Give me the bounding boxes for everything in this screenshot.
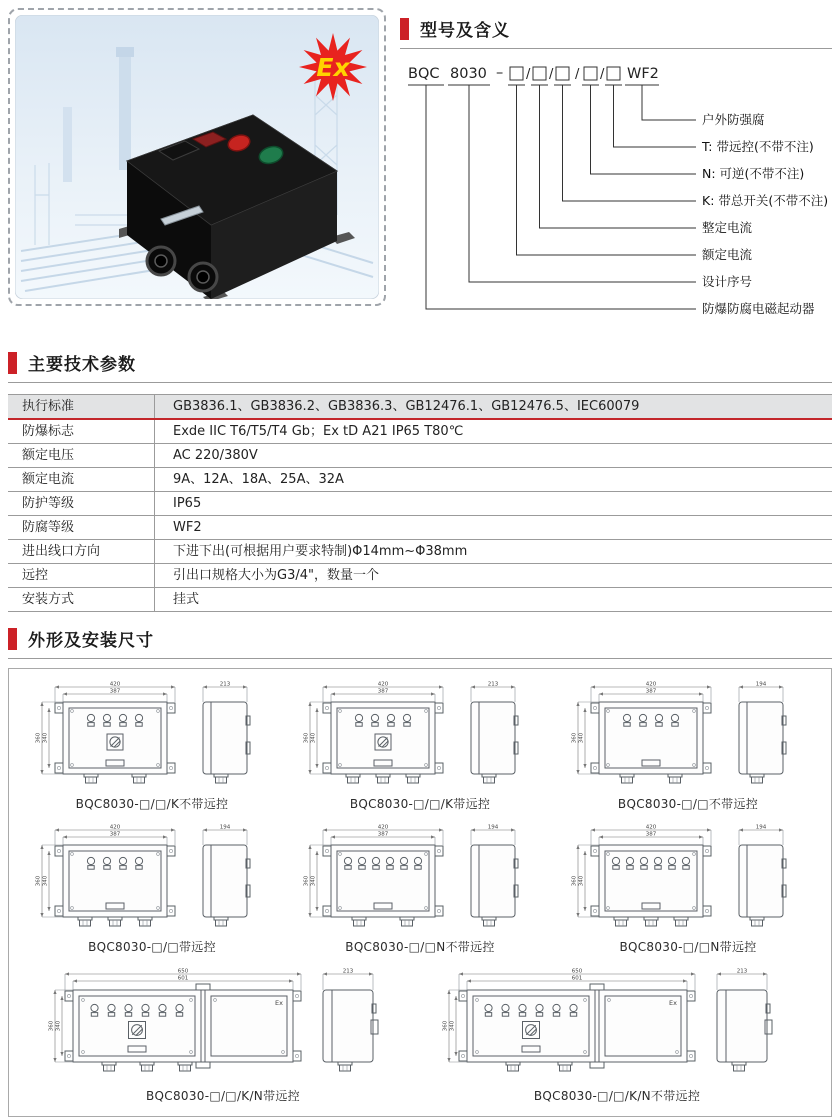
- drawing-caption: BQC8030-□/□/K不带远控: [75, 797, 229, 811]
- dimension-label: 650: [571, 968, 583, 975]
- drawing-caption: BQC8030-□/□N带远控: [619, 940, 757, 954]
- model-section: [400, 16, 832, 320]
- param-value: 挂式: [173, 592, 200, 607]
- model-code-box: [584, 67, 597, 80]
- dimension-drawing: [563, 678, 813, 790]
- dimension-label: 420: [109, 824, 121, 831]
- param-value: 引出口规格大小为G3/4"，数量一个: [173, 568, 379, 583]
- drawing-caption: BQC8030-□/□/K/N带远控: [146, 1089, 300, 1103]
- model-code-suffix: WF2: [627, 66, 659, 82]
- dimension-label: 194: [487, 824, 499, 831]
- dimension-label: 340: [578, 875, 585, 887]
- drawing-caption: BQC8030-□/□不带远控: [617, 797, 759, 811]
- dimension-drawing: [27, 678, 277, 790]
- model-label: K: 带总开关(不带不注): [702, 193, 829, 208]
- dimension-label: 420: [109, 681, 121, 688]
- param-row: [8, 564, 832, 588]
- dims-section: [8, 626, 832, 1117]
- drawing-unit-5: [563, 821, 813, 955]
- section-title: 外形及安装尺寸: [28, 631, 154, 651]
- dimension-drawing: [563, 821, 813, 933]
- drawing-unit-3: [27, 821, 277, 955]
- dimension-label: 360: [48, 1020, 55, 1032]
- drawings-row: [9, 678, 831, 812]
- model-label: 额定电流: [702, 247, 753, 262]
- params-table: [8, 394, 832, 612]
- param-row: [8, 588, 832, 612]
- section-title: 主要技术参数: [28, 355, 136, 375]
- dimension-label: 360: [303, 732, 310, 744]
- dimension-label: 360: [571, 732, 578, 744]
- param-row: [8, 468, 832, 492]
- model-code-slash: /: [575, 67, 580, 82]
- ex-marking: Ex: [669, 999, 677, 1007]
- param-label: 额定电流: [8, 468, 155, 491]
- model-label: T: 带远控(不带不注): [702, 139, 814, 154]
- param-row: [8, 516, 832, 540]
- dimension-drawing: [43, 964, 403, 1082]
- drawing-caption: BQC8030-□/□/K/N不带远控: [533, 1089, 701, 1103]
- dimension-label: 387: [645, 831, 657, 838]
- params-section-header: [8, 350, 832, 383]
- param-row: [8, 540, 832, 564]
- param-label: 执行标准: [8, 395, 155, 418]
- dimension-label: 601: [177, 975, 189, 982]
- param-label: 额定电压: [8, 444, 155, 467]
- param-value: GB3836.1、GB3836.2、GB3836.3、GB12476.1、GB12476.5、IEC60079: [173, 399, 640, 414]
- dimension-label: 387: [377, 831, 389, 838]
- dimension-drawing: [437, 964, 797, 1082]
- model-label: 户外防强腐: [702, 112, 765, 127]
- model-diagram: [400, 58, 832, 320]
- param-label: 远控: [8, 564, 155, 587]
- dimension-label: 650: [177, 968, 189, 975]
- dimension-label: 213: [487, 681, 499, 688]
- dimension-label: 420: [645, 681, 657, 688]
- drawing-unit-4: [295, 821, 545, 955]
- param-label: 进出线口方向: [8, 540, 155, 563]
- dimension-label: 340: [578, 732, 585, 744]
- param-row: [8, 444, 832, 468]
- param-value: WF2: [173, 520, 202, 535]
- model-code-dash: –: [496, 65, 504, 81]
- dimension-label: 340: [42, 875, 49, 887]
- dimension-label: 360: [35, 875, 42, 887]
- drawing-unit-1: [295, 678, 545, 812]
- dimension-label: 213: [342, 968, 354, 975]
- model-code-slash: /: [600, 67, 605, 82]
- drawing-unit-6: [43, 964, 403, 1104]
- param-label: 防护等级: [8, 492, 155, 515]
- model-code-slash: /: [526, 67, 531, 82]
- param-value: Exde IIC T6/T5/T4 Gb；Ex tD A21 IP65 T80℃: [173, 424, 464, 439]
- dimension-label: 340: [310, 732, 317, 744]
- dimension-label: 340: [42, 732, 49, 744]
- model-label: N: 可逆(不带不注): [702, 166, 805, 181]
- model-callout-lines: [426, 85, 696, 309]
- model-label: 防爆防腐电磁起动器: [702, 301, 815, 316]
- param-label: 防爆标志: [8, 420, 155, 443]
- param-value: AC 220/380V: [173, 448, 258, 463]
- dimension-label: 360: [571, 875, 578, 887]
- dimension-label: 194: [755, 681, 767, 688]
- dimension-label: 194: [219, 824, 231, 831]
- model-code-box: [510, 67, 523, 80]
- dimension-label: 213: [736, 968, 748, 975]
- model-code-box: [607, 67, 620, 80]
- param-value: 9A、12A、18A、25A、32A: [173, 472, 344, 487]
- drawing-unit-7: [437, 964, 797, 1104]
- model-code-series: 8030: [450, 66, 487, 82]
- ex-badge-text: Ex: [316, 53, 350, 82]
- drawing-caption: BQC8030-□/□N不带远控: [345, 940, 495, 954]
- dimension-label: 387: [645, 688, 657, 695]
- param-row: [8, 492, 832, 516]
- dimension-label: 420: [377, 824, 389, 831]
- drawing-unit-0: [27, 678, 277, 812]
- drawing-unit-2: [563, 678, 813, 812]
- model-section-header: [400, 16, 832, 49]
- model-code-prefix: BQC: [408, 66, 440, 82]
- param-value: IP65: [173, 496, 202, 511]
- drawing-caption: BQC8030-□/□/K带远控: [349, 797, 491, 811]
- param-label: 安装方式: [8, 588, 155, 611]
- dimension-drawing: [295, 821, 545, 933]
- param-row: [8, 420, 832, 444]
- dimension-label: 601: [571, 975, 583, 982]
- dimension-label: 360: [442, 1020, 449, 1032]
- dimension-label: 340: [449, 1020, 456, 1032]
- model-code-box: [533, 67, 546, 80]
- model-label: 整定电流: [702, 220, 753, 235]
- params-section: [8, 350, 832, 612]
- product-photo-image: [15, 15, 379, 299]
- dimension-label: 360: [303, 875, 310, 887]
- dimension-label: 340: [55, 1020, 62, 1032]
- dims-section-header: [8, 626, 832, 659]
- param-row: [8, 395, 832, 420]
- dimension-label: 387: [109, 688, 121, 695]
- drawing-caption: BQC8030-□/□带远控: [88, 940, 216, 954]
- dimension-label: 420: [645, 824, 657, 831]
- drawings-row: [9, 821, 831, 955]
- dimension-drawing: [295, 678, 545, 790]
- model-code-slash: /: [549, 67, 554, 82]
- drawings-panel: [8, 668, 832, 1117]
- dimension-label: 194: [755, 824, 767, 831]
- dimension-label: 360: [35, 732, 42, 744]
- dimension-drawing: [27, 821, 277, 933]
- section-accent-bar: [8, 628, 17, 650]
- dimension-label: 340: [310, 875, 317, 887]
- model-label: 设计序号: [702, 274, 753, 289]
- model-code-box: [556, 67, 569, 80]
- dimension-label: 387: [109, 831, 121, 838]
- section-accent-bar: [400, 18, 409, 40]
- dimension-label: 420: [377, 681, 389, 688]
- param-value: 下进下出(可根据用户要求特制)Φ14mm~Φ38mm: [173, 544, 468, 559]
- drawings-row: [9, 964, 831, 1104]
- section-title: 型号及含义: [420, 21, 510, 41]
- section-accent-bar: [8, 352, 17, 374]
- param-label: 防腐等级: [8, 516, 155, 539]
- dimension-label: 213: [219, 681, 231, 688]
- product-photo: [8, 8, 386, 306]
- dimension-label: 387: [377, 688, 389, 695]
- ex-marking: Ex: [275, 999, 283, 1007]
